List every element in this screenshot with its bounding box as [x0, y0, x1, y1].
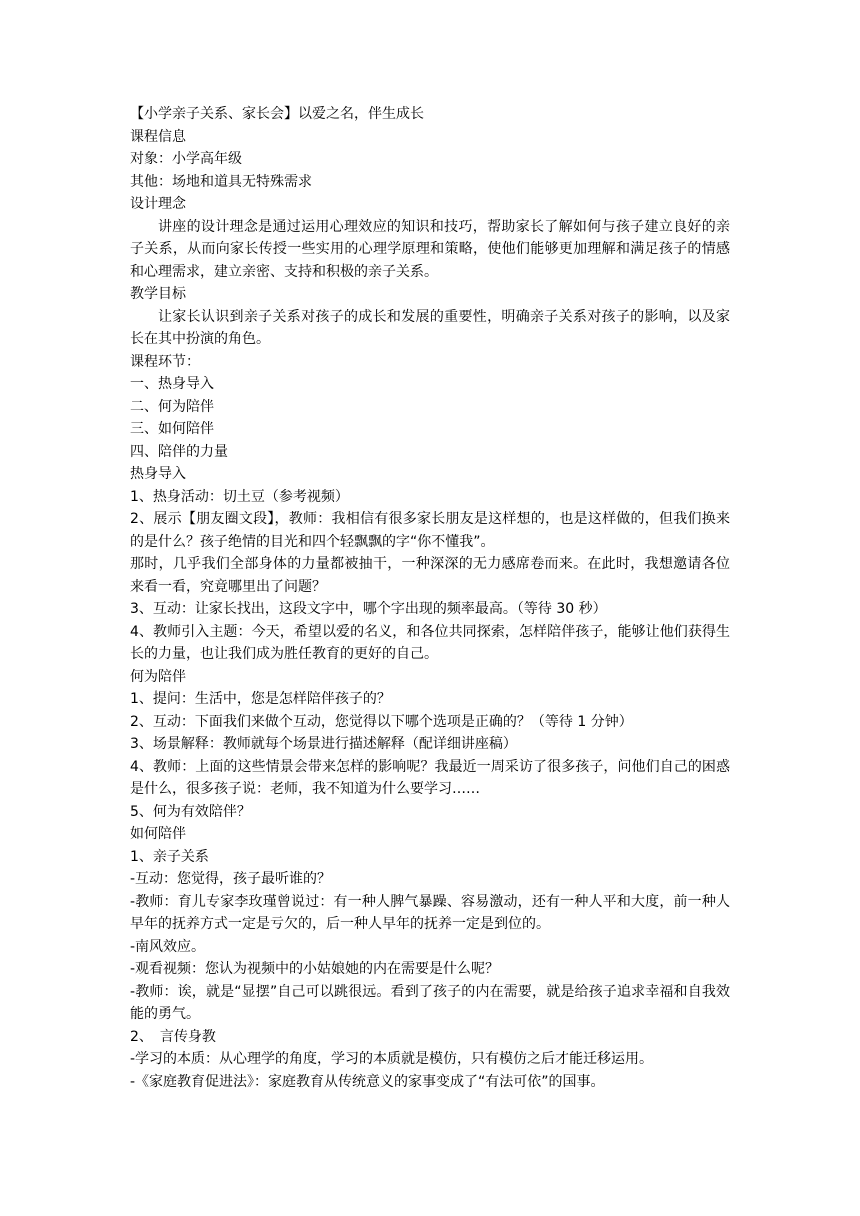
company-item: 5、何为有效陪伴？	[130, 803, 251, 820]
company-item: 1、提问：生活中，您是怎样陪伴孩子的？	[130, 691, 391, 707]
warmup-item: 3、互动：让家长找出，这段文字中，哪个字出现的频率最高。（等待 30 秒）	[130, 601, 607, 617]
course-info-heading: 课程信息	[130, 128, 186, 145]
how-subitem: -《家庭教育促进法》：家庭教育从传统意义的家事变成了“有法可依”的国事。	[130, 1073, 605, 1090]
how-item: 2、 言传身教	[130, 1028, 216, 1045]
document-page	[130, 103, 730, 1093]
section-item: 三、如何陪伴	[130, 421, 214, 437]
company-item: 4、教师：上面的这些情景会带来怎样的影响呢？我最近一周采访了很多孩子，问他们自己的困惑是什么，很多孩子说：老师，我不知道为什么要学习……	[130, 758, 730, 797]
how-subitem: -南风效应。	[130, 938, 206, 955]
section-item: 四、陪伴的力量	[130, 443, 228, 460]
design-heading: 设计理念	[130, 196, 186, 212]
how-subitem: -观看视频：您认为视频中的小姑娘她的内在需要是什么呢？	[130, 961, 500, 977]
design-paragraph: 讲座的设计理念是通过运用心理效应的知识和技巧，帮助家长了解如何与孩子建立良好的亲子关系，从而向家长传授一些实用的心理学原理和策略，使他们能够更加理解和满足孩子的情感和心理需求，建立亲密、支持和积极的亲子关系。	[130, 218, 730, 280]
how-subitem: -学习的本质：从心理学的角度，学习的本质就是模仿，只有模仿之后才能迁移运用。	[130, 1051, 654, 1067]
warmup-item: 2、展示【朋友圈文段】，教师：我相信有很多家长朋友是这样想的，也是这样做的，但我们换来的是什么？孩子绝情的目光和四个轻飘飘的字“你不懂我”。	[130, 511, 730, 550]
audience-line: 对象：小学高年级	[130, 151, 242, 167]
warmup-item: 1、热身活动：切土豆（参考视频）	[130, 488, 349, 505]
how-subitem: -互动：您觉得，孩子最听谁的？	[130, 871, 332, 887]
warmup-paragraph: 那时，几乎我们全部身体的力量都被抽干，一种深深的无力感席卷而来。在此时，我想邀请各位来看一看，究竟哪里出了问题？	[130, 556, 730, 595]
company-heading: 何为陪伴	[130, 668, 186, 685]
sections-heading: 课程环节：	[130, 353, 200, 370]
how-subitem: -教师：诶，就是“显摆”自己可以跳很远。看到了孩子的内在需要，就是给孩子追求幸福和自我效能的勇气。	[130, 983, 730, 1022]
company-item: 3、场景解释：教师就每个场景进行描述解释（配详细讲座稿）	[130, 736, 517, 752]
company-item: 2、互动：下面我们来做个互动，您觉得以下哪个选项是正确的？（等待 1 分钟）	[130, 713, 633, 730]
how-heading: 如何陪伴	[130, 826, 186, 842]
warmup-heading: 热身导入	[130, 466, 186, 482]
document-title: 【小学亲子关系、家长会】以爱之名，伴生成长	[130, 106, 424, 122]
section-item: 二、何为陪伴	[130, 398, 214, 415]
other-line: 其他：场地和道具无特殊需求	[130, 173, 312, 190]
section-item: 一、热身导入	[130, 376, 214, 392]
goal-heading: 教学目标	[130, 286, 186, 302]
goal-paragraph: 让家长认识到亲子关系对孩子的成长和发展的重要性，明确亲子关系对孩子的影响，以及家长在其中扮演的角色。	[130, 308, 730, 347]
how-subitem: -教师：育儿专家李玫瑾曾说过：有一种人脾气暴躁、容易激动，还有一种人平和大度，前一种人早年的抚养方式一定是亏欠的，后一种人早年的抚养一定是到位的。	[130, 893, 730, 932]
warmup-item: 4、教师引入主题：今天，希望以爱的名义，和各位共同探索，怎样陪伴孩子，能够让他们获得生长的力量，也让我们成为胜任教育的更好的自己。	[130, 623, 730, 662]
how-item: 1、亲子关系	[130, 848, 209, 865]
